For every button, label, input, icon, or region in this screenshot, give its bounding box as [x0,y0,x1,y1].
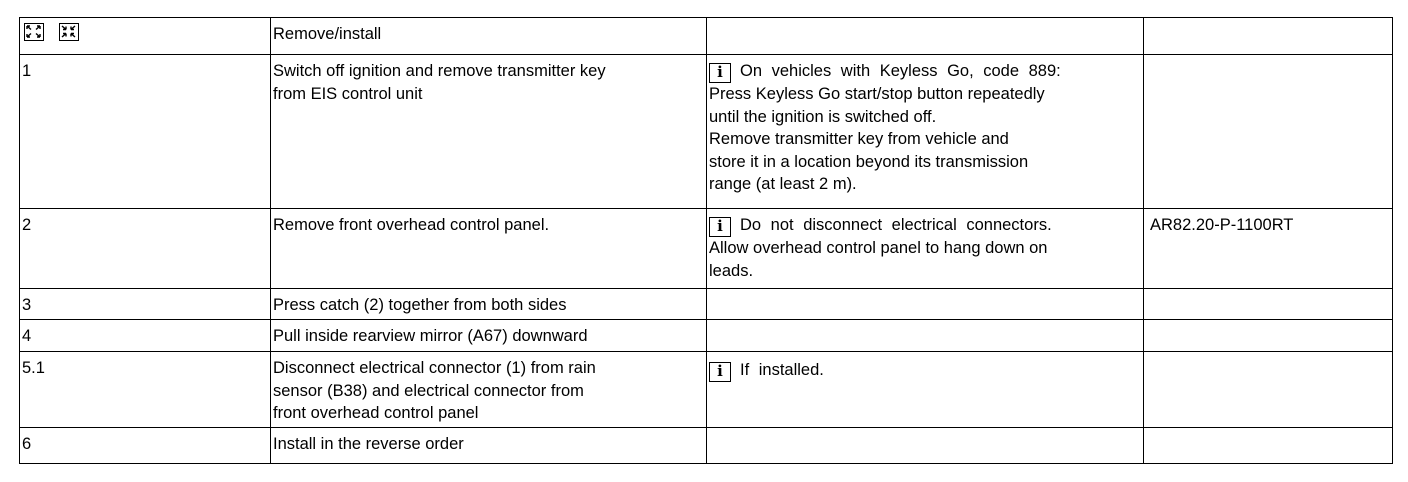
info-icon: i [709,63,731,83]
step-action: Pull inside rearview mirror (A67) downward [271,320,707,352]
collapse-arrows-icon[interactable] [59,23,79,41]
step-row [20,428,1393,464]
info-icon: i [709,217,731,237]
header-row [20,18,1393,55]
step-row [20,352,1393,428]
step-note [707,320,1144,352]
header-note-cell [707,18,1144,55]
step-reference [1144,352,1393,428]
reference-link[interactable]: AR82.20-P-1100RT [1150,216,1294,234]
step-note: i Do not disconnect electrical connectors. Allow overhead control panel to hang down on leads. [707,209,1144,289]
step-row [20,320,1393,352]
header-icons-cell [20,18,271,55]
step-number: 6 [20,428,271,464]
step-note: i If installed. [707,352,1144,428]
header-title: Remove/install [271,18,707,55]
step-reference [1144,289,1393,320]
header-reference-cell [1144,18,1393,55]
step-row [20,289,1393,320]
step-action: Switch off ignition and remove transmitter key from EIS control unit [271,55,707,209]
step-reference[interactable] [1144,209,1393,289]
step-number: 4 [20,320,271,352]
step-note: i On vehicles with Keyless Go, code 889: Press Keyless Go start/stop button repeatedly until the ignition is switched off. Remove transmitter key from vehicle and store it in a location beyond its transmission range (at least 2 m). [707,55,1144,209]
step-action: Press catch (2) together from both sides [271,289,707,320]
info-icon: i [709,362,731,382]
procedure-sheet [19,17,1392,464]
step-note [707,428,1144,464]
step-number: 3 [20,289,271,320]
step-action: Install in the reverse order [271,428,707,464]
expand-arrows-icon[interactable] [24,23,44,41]
step-number: 5.1 [20,352,271,428]
step-reference [1144,55,1393,209]
step-number: 2 [20,209,271,289]
step-note [707,289,1144,320]
step-action: Disconnect electrical connector (1) from rain sensor (B38) and electrical connector from front overhead control panel [271,352,707,428]
step-row [20,55,1393,209]
step-row [20,209,1393,289]
procedure-table [19,17,1393,464]
step-number: 1 [20,55,271,209]
step-reference [1144,428,1393,464]
step-action: Remove front overhead control panel. [271,209,707,289]
step-reference [1144,320,1393,352]
